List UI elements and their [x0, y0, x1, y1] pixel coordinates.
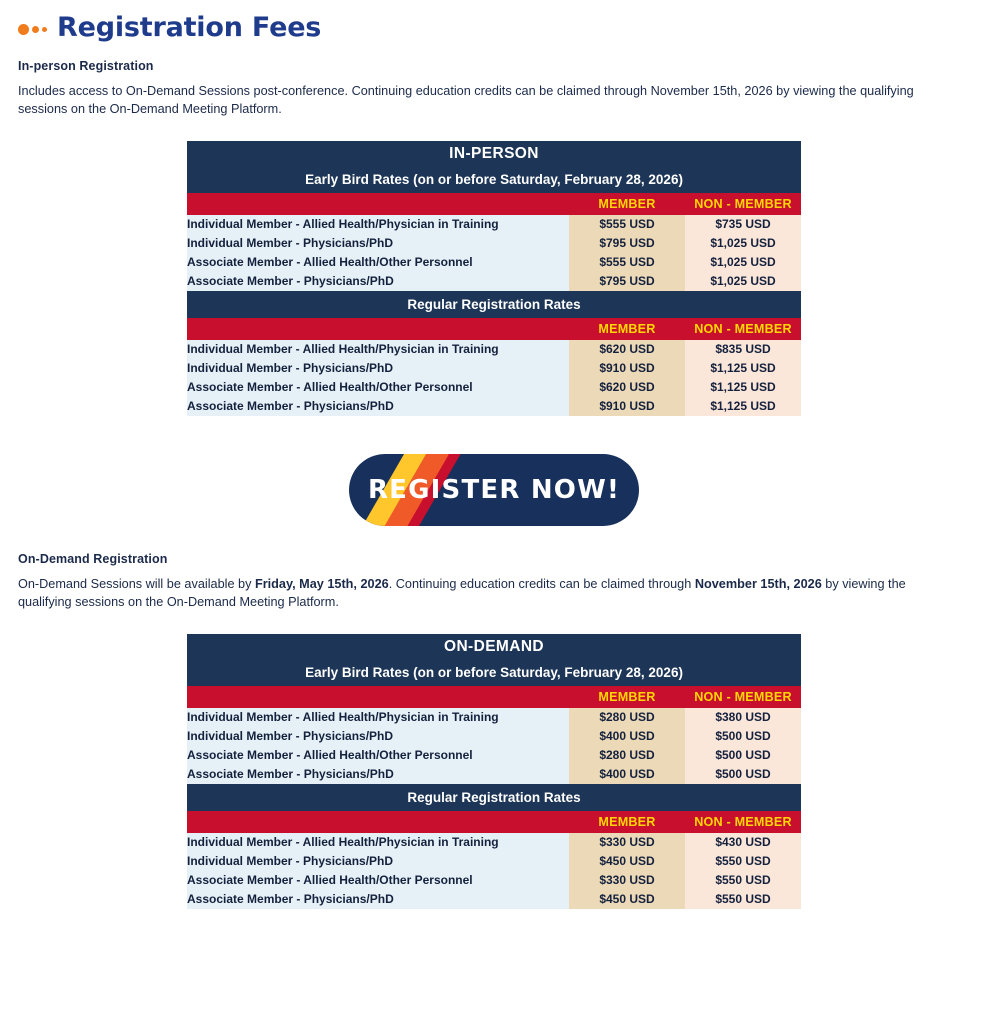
on-demand-section-label: On-Demand Registration — [18, 551, 168, 566]
member-price: $795 USD — [569, 272, 685, 291]
row-label: Individual Member - Physicians/PhD — [187, 234, 569, 253]
row-label: Individual Member - Physicians/PhD — [187, 852, 569, 871]
nonmember-price: $835 USD — [685, 340, 801, 359]
nonmember-price: $430 USD — [685, 833, 801, 852]
table-subtitle-row — [187, 167, 801, 193]
column-header-nonmember: NON - MEMBER — [685, 686, 801, 708]
on-demand-desc-part1: On-Demand Sessions will be available by — [18, 576, 255, 591]
in-person-description: Includes access to On-Demand Sessions post-conference. Continuing education credits can be claimed through November 15th, 2026 by viewing the qualifying sessions on the On-Demand Meeting Platform. — [18, 84, 914, 117]
nonmember-price: $1,025 USD — [685, 253, 801, 272]
in-person-regular-header-row — [187, 318, 801, 340]
nonmember-price: $1,125 USD — [685, 359, 801, 378]
member-price: $330 USD — [569, 833, 685, 852]
column-header-blank — [187, 318, 569, 340]
member-price: $280 USD — [569, 708, 685, 727]
table-row — [187, 708, 801, 727]
row-label: Associate Member - Allied Health/Other Personnel — [187, 378, 569, 397]
on-demand-fee-table — [187, 634, 801, 909]
on-demand-table-title: ON-DEMAND — [187, 634, 801, 660]
nonmember-price: $500 USD — [685, 765, 801, 784]
table-row — [187, 359, 801, 378]
member-price: $910 USD — [569, 397, 685, 416]
in-person-table-title: IN-PERSON — [187, 141, 801, 167]
nonmember-price: $550 USD — [685, 852, 801, 871]
on-demand-desc-part3: by viewing the qualifying sessions on the On-Demand Meeting Platform. — [18, 576, 906, 610]
member-price: $620 USD — [569, 378, 685, 397]
register-cta-wrapper — [0, 454, 988, 526]
three-dots-icon — [18, 20, 47, 35]
member-price: $795 USD — [569, 234, 685, 253]
page-title: Registration Fees — [57, 12, 322, 43]
table-row — [187, 871, 801, 890]
table-row — [187, 340, 801, 359]
row-label: Associate Member - Allied Health/Other Personnel — [187, 253, 569, 272]
row-label: Associate Member - Allied Health/Other Personnel — [187, 871, 569, 890]
table-row — [187, 852, 801, 871]
table-subtitle-row — [187, 784, 801, 811]
row-label: Individual Member - Allied Health/Physician in Training — [187, 708, 569, 727]
table-row — [187, 234, 801, 253]
row-label: Individual Member - Physicians/PhD — [187, 359, 569, 378]
on-demand-available-date: Friday, May 15th, 2026 — [254, 576, 389, 591]
in-person-early-subtitle: Early Bird Rates (on or before Saturday, February 28, 2026) — [187, 167, 801, 193]
nonmember-price: $735 USD — [685, 215, 801, 234]
in-person-regular-subtitle: Regular Registration Rates — [187, 291, 801, 318]
table-row — [187, 378, 801, 397]
column-header-nonmember: NON - MEMBER — [685, 811, 801, 833]
member-price: $620 USD — [569, 340, 685, 359]
row-label: Individual Member - Physicians/PhD — [187, 727, 569, 746]
table-subtitle-row — [187, 660, 801, 686]
row-label: Individual Member - Allied Health/Physician in Training — [187, 340, 569, 359]
table-row — [187, 253, 801, 272]
member-price: $450 USD — [569, 852, 685, 871]
table-row — [187, 765, 801, 784]
row-label: Associate Member - Physicians/PhD — [187, 397, 569, 416]
in-person-fee-table — [187, 141, 801, 416]
nonmember-price: $500 USD — [685, 746, 801, 765]
member-price: $400 USD — [569, 727, 685, 746]
in-person-early-header-row — [187, 193, 801, 215]
row-label: Individual Member - Allied Health/Physician in Training — [187, 215, 569, 234]
table-row — [187, 397, 801, 416]
on-demand-desc-part2: . Continuing education credits can be claimed through — [388, 576, 695, 591]
column-header-nonmember: NON - MEMBER — [685, 318, 801, 340]
nonmember-price: $500 USD — [685, 727, 801, 746]
on-demand-regular-header-row — [187, 811, 801, 833]
nonmember-price: $1,025 USD — [685, 272, 801, 291]
nonmember-price: $1,125 USD — [685, 397, 801, 416]
on-demand-regular-subtitle: Regular Registration Rates — [187, 784, 801, 811]
on-demand-description — [18, 575, 958, 612]
table-title-row — [187, 634, 801, 660]
column-header-member: MEMBER — [569, 193, 685, 215]
member-price: $555 USD — [569, 253, 685, 272]
column-header-blank — [187, 686, 569, 708]
row-label: Associate Member - Physicians/PhD — [187, 890, 569, 909]
table-row — [187, 746, 801, 765]
row-label: Associate Member - Physicians/PhD — [187, 765, 569, 784]
member-price: $400 USD — [569, 765, 685, 784]
column-header-blank — [187, 193, 569, 215]
column-header-nonmember: NON - MEMBER — [685, 193, 801, 215]
on-demand-credit-deadline: November 15th, 2026 — [694, 576, 822, 591]
in-person-section-label: In-person Registration — [18, 59, 154, 73]
column-header-blank — [187, 811, 569, 833]
nonmember-price: $1,125 USD — [685, 378, 801, 397]
in-person-fee-table-wrapper — [187, 141, 801, 416]
page-heading — [0, 0, 988, 41]
member-price: $330 USD — [569, 871, 685, 890]
nonmember-price: $380 USD — [685, 708, 801, 727]
register-now-button[interactable] — [349, 454, 639, 526]
column-header-member: MEMBER — [569, 318, 685, 340]
row-label: Associate Member - Allied Health/Other Personnel — [187, 746, 569, 765]
column-header-member: MEMBER — [569, 686, 685, 708]
on-demand-early-subtitle: Early Bird Rates (on or before Saturday, February 28, 2026) — [187, 660, 801, 686]
member-price: $910 USD — [569, 359, 685, 378]
nonmember-price: $550 USD — [685, 890, 801, 909]
table-title-row — [187, 141, 801, 167]
table-row — [187, 833, 801, 852]
member-price: $280 USD — [569, 746, 685, 765]
column-header-member: MEMBER — [569, 811, 685, 833]
nonmember-price: $1,025 USD — [685, 234, 801, 253]
on-demand-fee-table-wrapper — [187, 634, 801, 909]
table-row — [187, 727, 801, 746]
member-price: $555 USD — [569, 215, 685, 234]
table-subtitle-row — [187, 291, 801, 318]
row-label: Associate Member - Physicians/PhD — [187, 272, 569, 291]
on-demand-early-header-row — [187, 686, 801, 708]
member-price: $450 USD — [569, 890, 685, 909]
table-row — [187, 890, 801, 909]
table-row — [187, 272, 801, 291]
table-row — [187, 215, 801, 234]
register-now-label: REGISTER NOW! — [367, 474, 621, 505]
row-label: Individual Member - Allied Health/Physician in Training — [187, 833, 569, 852]
nonmember-price: $550 USD — [685, 871, 801, 890]
